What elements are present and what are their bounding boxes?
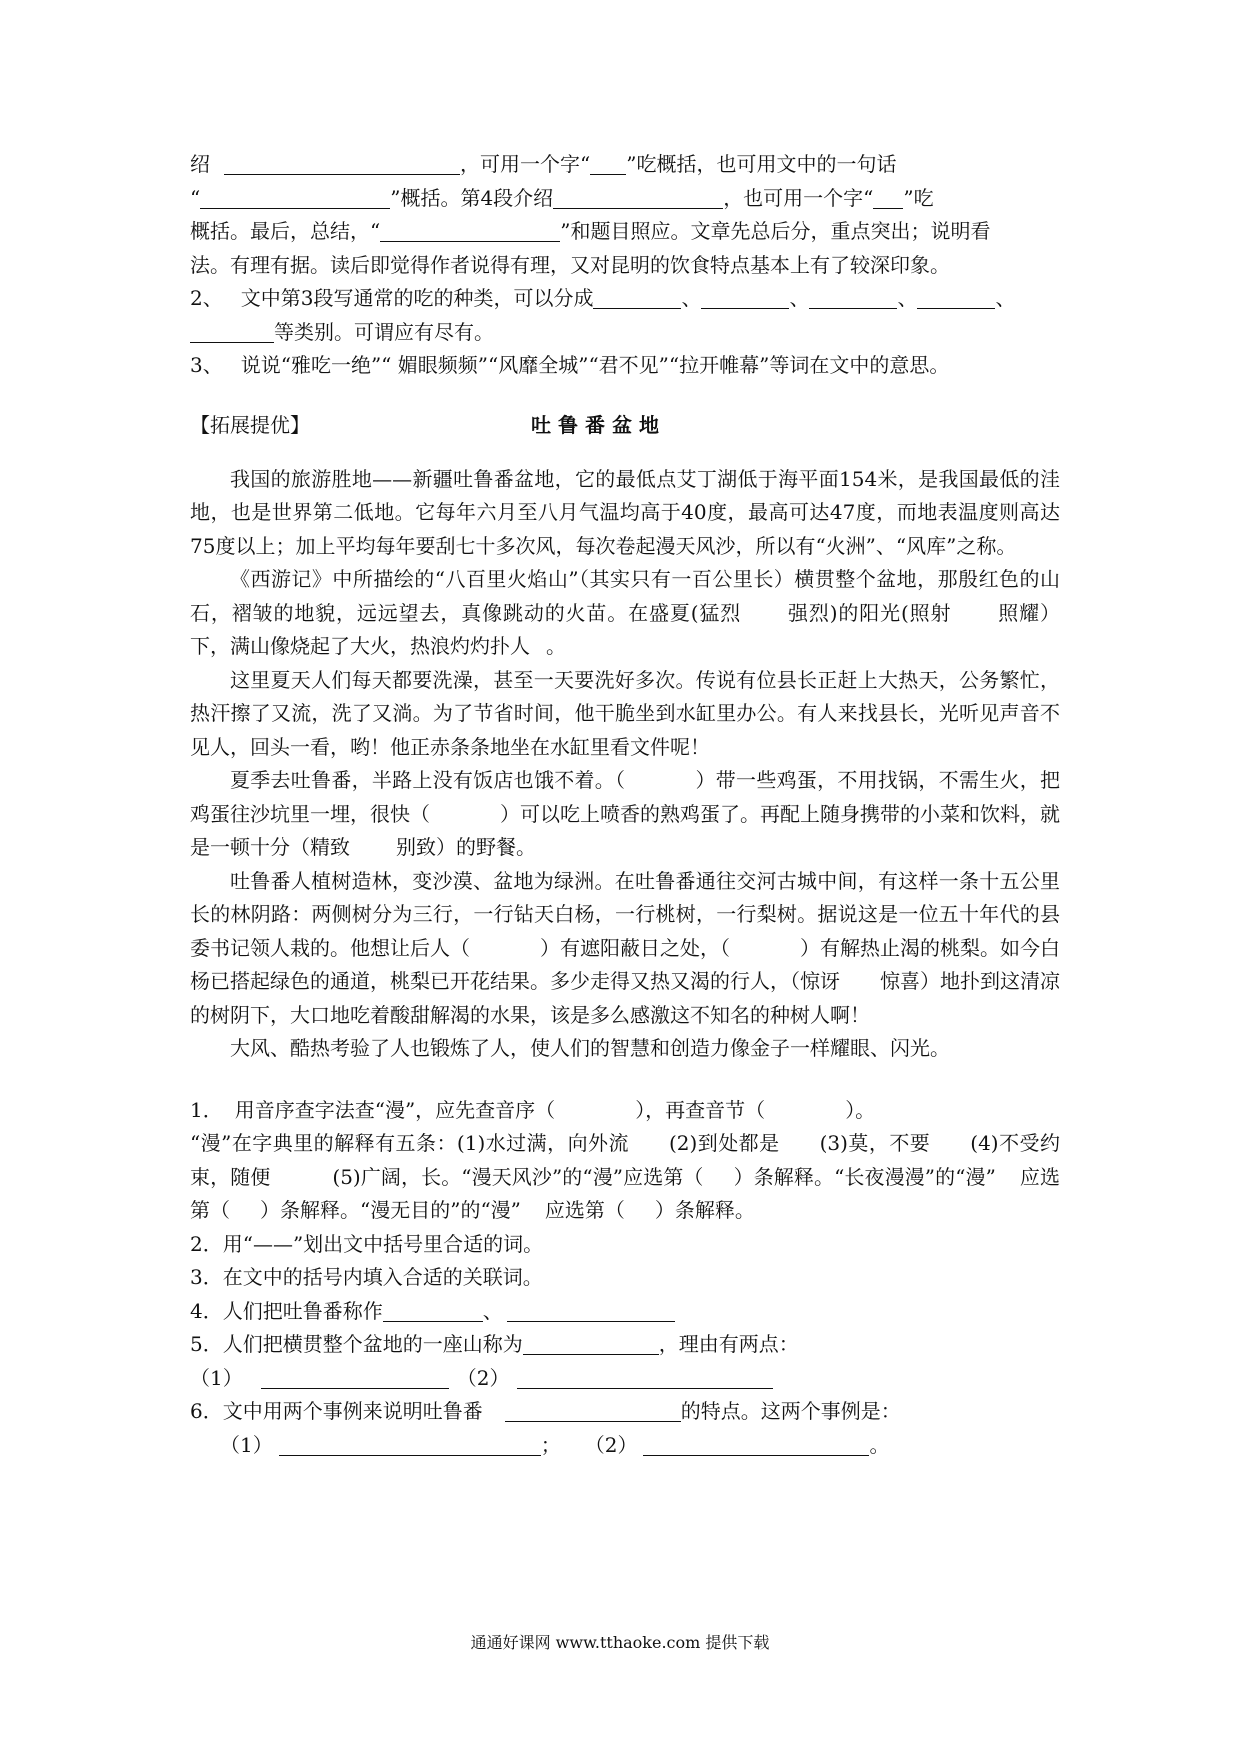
answer-blank[interactable] <box>873 186 903 209</box>
section-tag: 【拓展提优】 <box>190 412 310 437</box>
question-6-answers <box>190 1429 1060 1463</box>
text-fragment: 《西游记》中所描绘的“八百里火焰山”（其实只有一百公里长）横贯整个盆地，那殷红色的山石，褶皱的地貌，远远望去，真像跳动的火苗。在盛夏(猛烈 <box>190 567 1060 625</box>
text-fragment: ）条解释。 <box>654 1198 755 1222</box>
text-fragment: ）有解热止渴的桃梨。如今白杨已搭起绿色的通道，桃梨已开花结果。多少走得又热又渴的行人，（惊讶 <box>190 935 1060 993</box>
text-fragment: 4．人们把吐鲁番称作 <box>190 1298 383 1323</box>
text-fragment: ）条解释。“漫无目的”的“漫” <box>260 1198 521 1222</box>
text-fragment: 。 <box>546 634 566 658</box>
text-fragment: 5．人们把横贯整个盆地的一座山称为 <box>190 1332 523 1356</box>
separator: 、 <box>789 286 810 310</box>
answer-blank[interactable] <box>383 1299 483 1322</box>
answer-blank[interactable] <box>917 286 995 309</box>
text-fragment: 应选第（ <box>544 1198 625 1222</box>
answer-blank[interactable] <box>505 1399 681 1422</box>
passage-paragraph-6: 大风、酷热考验了人也锻炼了人，使人们的智慧和创造力像金子一样耀眼、闪光。 <box>230 1036 950 1060</box>
page-content <box>190 148 1060 1462</box>
question-number: 1． <box>190 1097 223 1122</box>
text-fragment: (2)到处都是 <box>668 1131 780 1155</box>
text-fragment: （1） <box>190 1365 243 1390</box>
question-5-answers <box>190 1362 1060 1396</box>
answer-blank[interactable] <box>507 1299 675 1322</box>
question-3 <box>190 349 1060 383</box>
answer-blank[interactable] <box>279 1433 541 1456</box>
text-fragment: ，也可用一个字“ <box>723 185 874 210</box>
text-fragment: ）条解释。“长夜漫漫”的“漫” <box>733 1164 996 1189</box>
question-text: 等类别。可谓应有尽有。 <box>274 319 494 344</box>
separator: 、 <box>482 1298 503 1323</box>
answer-blank[interactable] <box>643 1433 869 1456</box>
text-fragment: ”概括。第4段介绍 <box>390 185 554 210</box>
answer-blank[interactable] <box>190 320 274 343</box>
question-2b: 2．用“——”划出文中括号里合适的词。 <box>190 1231 544 1256</box>
answer-blank[interactable] <box>224 152 460 175</box>
text-fragment: 吐鲁番人植树造林，变沙漠、盆地为绿洲。在吐鲁番通往交河古城中间，有这样一条十五公里长的林阴路：两侧树分为三行，一行钻天白杨，一行桃树，一行梨树。据说这是一位五十年代的县委书记领人栽的。他想让后人（ <box>190 868 1060 960</box>
answer-blank[interactable] <box>517 1366 773 1389</box>
prev-question-line3 <box>190 215 1060 249</box>
text-fragment: ”吃概括，也可用文中的一句话 <box>626 152 897 176</box>
text-fragment: 用音序查字法查“漫”，应先查音序（ <box>234 1097 556 1122</box>
answer-blank[interactable] <box>380 219 560 242</box>
text-fragment: ，理由有两点： <box>658 1332 799 1356</box>
text-fragment: 夏季去吐鲁番，半路上没有饭店也饿不着。（ <box>230 768 626 792</box>
passage-title: 吐鲁番盆地 <box>531 412 666 437</box>
question-text: 说说“雅吃一绝”“ 媚眼频频”“风靡全城”“君不见”“拉开帷幕”等词在文中的意思。 <box>240 353 950 377</box>
question-text: 文中第3段写通常的吃的种类，可以分成 <box>240 286 594 310</box>
section-heading <box>190 405 1060 445</box>
question-5 <box>190 1328 1060 1362</box>
text-fragment: “ <box>190 185 201 210</box>
question-1-definitions <box>190 1127 1060 1228</box>
text-fragment: ），再查音节（ <box>635 1097 766 1122</box>
text-fragment: （2） <box>456 1365 510 1390</box>
passage-paragraph-2 <box>190 563 1060 664</box>
answer-blank[interactable] <box>523 1332 659 1355</box>
page-footer: 通通好课网 www.tthaoke.com 提供下载 <box>470 1633 770 1652</box>
prev-question-line4: 法。有理有据。读后即觉得作者说得有理，又对昆明的饮食特点基本上有了较深印象。 <box>190 252 950 277</box>
text-fragment: ，可用一个字“ <box>460 152 591 176</box>
question-6 <box>190 1395 1060 1429</box>
text-fragment: 惊喜）地扑到这清凉的树阴下，大口地吃着酸甜解渴的水果，该是多么感激这不知名的种树人啊！ <box>190 969 1060 1027</box>
question-1 <box>190 1094 1060 1128</box>
text-fragment: （2） <box>584 1432 638 1457</box>
text-fragment: 强烈)的阳光(照射 <box>787 600 952 625</box>
text-fragment: ）有遮阳蔽日之处，（ <box>540 935 730 960</box>
question-number: 3、 <box>190 353 223 377</box>
passage-paragraph-1: 我国的旅游胜地——新疆吐鲁番盆地，它的最低点艾丁湖低于海平面154米，是我国最低的洼地，也是世界第二低地。它每年六月至八月气温均高于40度，最高可达47度，而地表温度则高达75度以上；加上平均每年要刮七十多次风，每次卷起漫天风沙，所以有“火洲”、“风库”之称。 <box>190 466 1060 558</box>
passage-paragraph-5 <box>190 865 1060 1033</box>
answer-blank[interactable] <box>809 286 897 309</box>
text-fragment: (3)莫，不要 <box>819 1131 931 1155</box>
text-fragment: 的特点。这两个事例是： <box>680 1399 901 1423</box>
question-number: 2、 <box>190 286 223 310</box>
question-2 <box>190 282 1060 316</box>
separator: ； <box>540 1432 561 1457</box>
prev-question-line2 <box>190 182 1060 216</box>
text-fragment: ”和题目照应。文章先总后分，重点突出；说明看 <box>560 219 991 243</box>
text-fragment: ）带一些鸡蛋，不用找锅，不需生火，把鸡蛋往沙坑里一埋，很快（ <box>190 768 1061 826</box>
text-fragment: 别致）的野餐。 <box>396 835 536 859</box>
separator: 、 <box>897 286 918 310</box>
text-fragment: ）。 <box>845 1097 876 1122</box>
question-3b: 3．在文中的括号内填入合适的关联词。 <box>190 1265 543 1289</box>
answer-blank[interactable] <box>701 286 789 309</box>
text-fragment: （1） <box>220 1432 273 1457</box>
text-fragment: 概括。最后，总结，“ <box>190 219 381 243</box>
passage-paragraph-3: 这里夏天人们每天都要洗澡，甚至一天要洗好多次。传说有位县长正赶上大热天，公务繁忙，热汗擦了又流，洗了又淌。为了节省时间，他干脆坐到水缸里办公。有人来找县长，光听见声音不见人，回头一看，哟！他正赤条条地坐在水缸里看文件呢！ <box>190 667 1060 759</box>
text-fragment: (4)不受约束，随便 <box>190 1131 1060 1189</box>
text-fragment: (5)广阔，长。“漫天风沙”的“漫”应选第（ <box>332 1164 704 1189</box>
answer-blank[interactable] <box>200 186 390 209</box>
text-fragment: 6．文中用两个事例来说明吐鲁番 <box>190 1399 483 1423</box>
text-fragment: ”吃 <box>903 185 934 210</box>
text-fragment: 应选第（ <box>190 1164 1061 1222</box>
prev-question-continued <box>190 148 1060 182</box>
question-4 <box>190 1295 1060 1329</box>
text-fragment: ）可以吃上喷香的熟鸡蛋了。再配上随身携带的小菜和饮料，就是一顿十分（精致 <box>190 801 1060 859</box>
text-fragment: “漫”在字典里的解释有五条：(1)水过满，向外流 <box>190 1131 629 1155</box>
separator: 、 <box>995 286 1016 310</box>
answer-blank[interactable] <box>590 152 626 175</box>
separator: 。 <box>869 1432 890 1457</box>
answer-blank[interactable] <box>553 186 723 209</box>
separator: 、 <box>681 286 702 310</box>
answer-blank[interactable] <box>593 286 681 309</box>
question-2-cont <box>190 316 1060 350</box>
answer-blank[interactable] <box>261 1366 449 1389</box>
passage-paragraph-4 <box>190 764 1060 865</box>
text-fragment: 绍 <box>190 152 210 176</box>
text-fragment: 照耀）下，满山像烧起了大火，热浪灼灼扑人 <box>190 600 1061 658</box>
